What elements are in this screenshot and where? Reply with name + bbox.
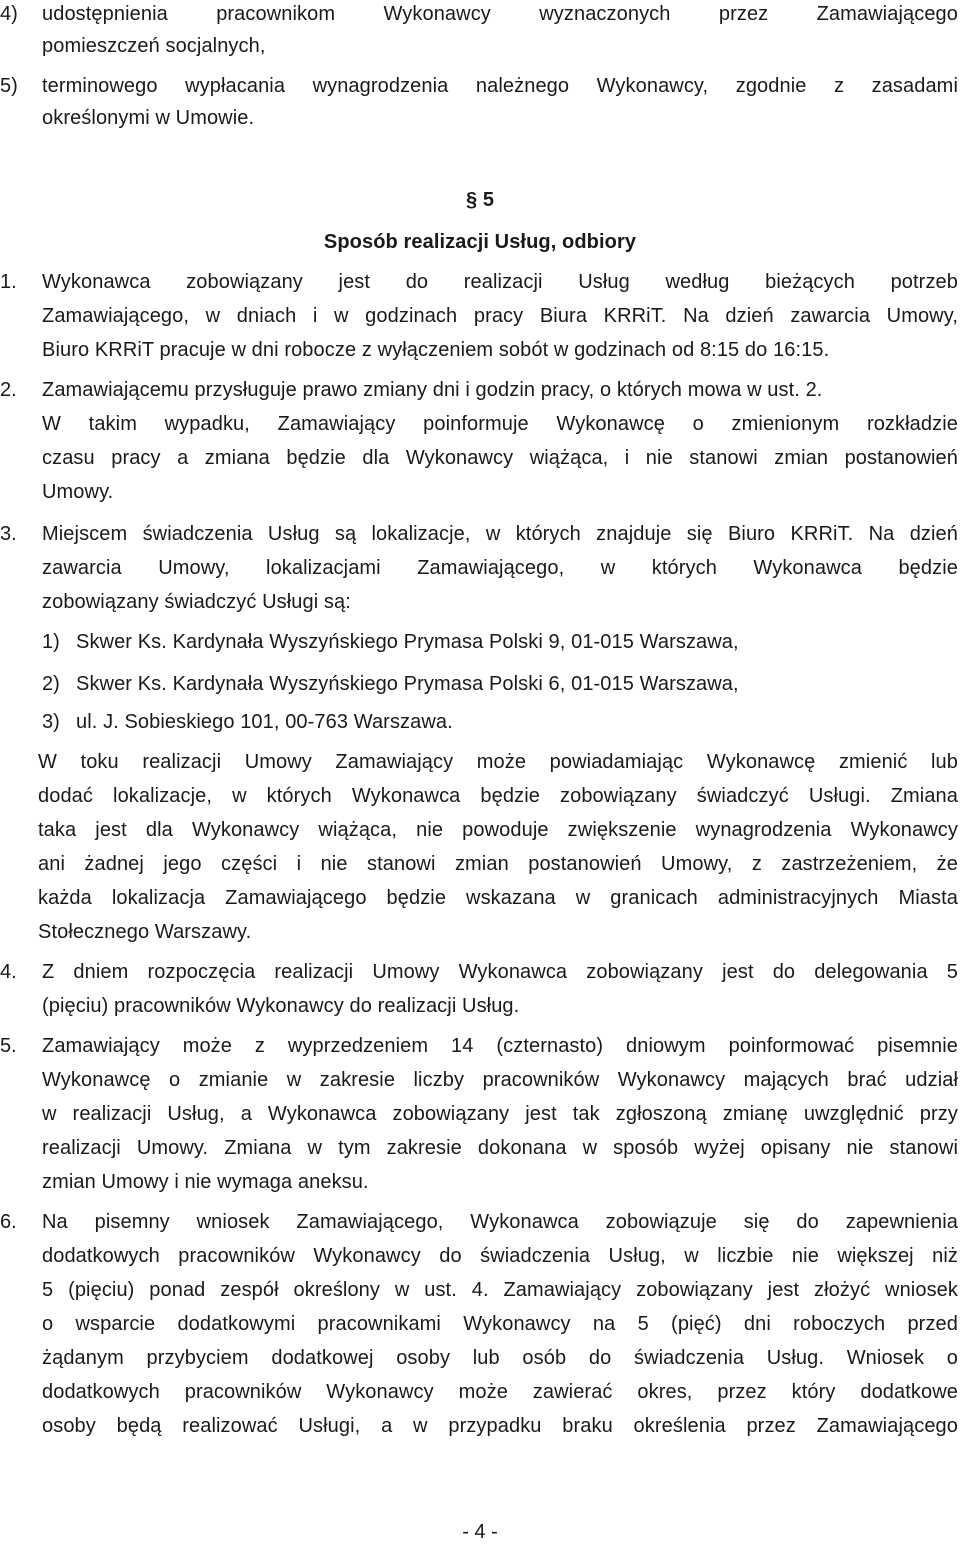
text-line: zmian Umowy i nie wymaga aneksu. (42, 1171, 369, 1193)
sublist-number: 2) (42, 673, 60, 695)
item-number: 5. (0, 1035, 17, 1057)
list-number: 4) (0, 3, 18, 25)
text-line: 5 (pięciu) ponad zespół określony w ust. 4. Zamawiający zobowiązany jest złożyć wniosek (42, 1279, 958, 1301)
text-line: Umowy. (42, 481, 114, 503)
text-line: pomieszczeń socjalnych, (42, 35, 266, 57)
text-line: dodatkowych pracowników Wykonawcy do świadczenia Usług, w liczbie nie większej niż (42, 1245, 958, 1267)
text-line: (pięciu) pracowników Wykonawcy do realizacji Usług. (42, 995, 520, 1017)
text-line: Miejscem świadczenia Usług są lokalizacje, w których znajduje się Biuro KRRiT. Na dzień (42, 523, 958, 545)
list-number: 5) (0, 75, 18, 97)
text-line: Stołecznego Warszawy. (38, 921, 252, 943)
item-number: 2. (0, 379, 17, 401)
text-line: terminowego wypłacania wynagrodzenia należnego Wykonawcy, zgodnie z zasadami (42, 75, 958, 97)
section-sign: § 5 (465, 189, 495, 211)
item-number: 4. (0, 961, 17, 983)
address-line: Skwer Ks. Kardynała Wyszyńskiego Prymasa Polski 6, 01-015 Warszawa, (76, 673, 739, 695)
text-line: Zamawiającemu przysługuje prawo zmiany dni i godzin pracy, o których mowa w ust. 2. (42, 379, 823, 401)
address-line: ul. J. Sobieskiego 101, 00-763 Warszawa. (76, 711, 453, 733)
text-line: zawarcia Umowy, lokalizacjami Zamawiającego, w których Wykonawca będzie (42, 557, 958, 579)
text-line: Zamawiającego, w dniach i w godzinach pracy Biura KRRiT. Na dzień zawarcia Umowy, (42, 305, 958, 327)
page-number: - 4 - (462, 1521, 498, 1543)
text-line: czasu pracy a zmiana będzie dla Wykonawcy wiążąca, i nie stanowi zmian postanowień (42, 447, 958, 469)
text-line: W takim wypadku, Zamawiający poinformuje Wykonawcę o zmienionym rozkładzie (42, 413, 958, 435)
text-line: Z dniem rozpoczęcia realizacji Umowy Wykonawca zobowiązany jest do delegowania 5 (42, 961, 958, 983)
text-line: dodać lokalizacje, w których Wykonawca będzie zobowiązany świadczyć Usługi. Zmiana (38, 785, 958, 807)
text-line: żądanym przybyciem dodatkowej osoby lub osób do świadczenia Usług. Wniosek o (42, 1347, 958, 1369)
text-line: ani żadnej jego części i nie stanowi zmian postanowień Umowy, z zastrzeżeniem, że (38, 853, 958, 875)
text-line: taka jest dla Wykonawcy wiążąca, nie powoduje zwiększenie wynagrodzenia Wykonawcy (38, 819, 958, 841)
text-line: Na pisemny wniosek Zamawiającego, Wykonawca zobowiązuje się do zapewnienia (42, 1211, 958, 1233)
sublist-number: 1) (42, 631, 60, 653)
text-line: osoby będą realizować Usługi, a w przypadku braku określenia przez Zamawiającego (42, 1415, 958, 1437)
sublist-number: 3) (42, 711, 60, 733)
text-line: Biuro KRRiT pracuje w dni robocze z wyłączeniem sobót w godzinach od 8:15 do 16:15. (42, 339, 830, 361)
text-line: każda lokalizacja Zamawiającego będzie wskazana w granicach administracyjnych Miasta (38, 887, 958, 909)
text-line: zobowiązany świadczyć Usługi są: (42, 591, 351, 613)
text-line: określonymi w Umowie. (42, 107, 255, 129)
address-line: Skwer Ks. Kardynała Wyszyńskiego Prymasa Polski 9, 01-015 Warszawa, (76, 631, 739, 653)
text-line: Wykonawca zobowiązany jest do realizacji Usług według bieżących potrzeb (42, 271, 958, 293)
item-number: 6. (0, 1211, 17, 1233)
text-line: Zamawiający może z wyprzedzeniem 14 (czternasto) dniowym poinformować pisemnie (42, 1035, 958, 1057)
text-line: Wykonawcę o zmianie w zakresie liczby pracowników Wykonawcy mających brać udział (42, 1069, 958, 1091)
item-number: 1. (0, 271, 17, 293)
item-number: 3. (0, 523, 17, 545)
section-title: Sposób realizacji Usług, odbiory (323, 231, 637, 253)
text-line: udostępnienia pracownikom Wykonawcy wyznaczonych przez Zamawiającego (42, 3, 958, 25)
text-line: W toku realizacji Umowy Zamawiający może powiadamiając Wykonawcę zmienić lub (38, 751, 958, 773)
text-line: realizacji Umowy. Zmiana w tym zakresie dokonana w sposób wyżej opisany nie stanowi (42, 1137, 958, 1159)
text-line: o wsparcie dodatkowymi pracownikami Wykonawcy na 5 (pięć) dni roboczych przed (42, 1313, 958, 1335)
text-line: dodatkowych pracowników Wykonawcy może zawierać okres, przez który dodatkowe (42, 1381, 958, 1403)
text-line: w realizacji Usług, a Wykonawca zobowiązany jest tak zgłoszoną zmianę uwzględnić przy (42, 1103, 958, 1125)
